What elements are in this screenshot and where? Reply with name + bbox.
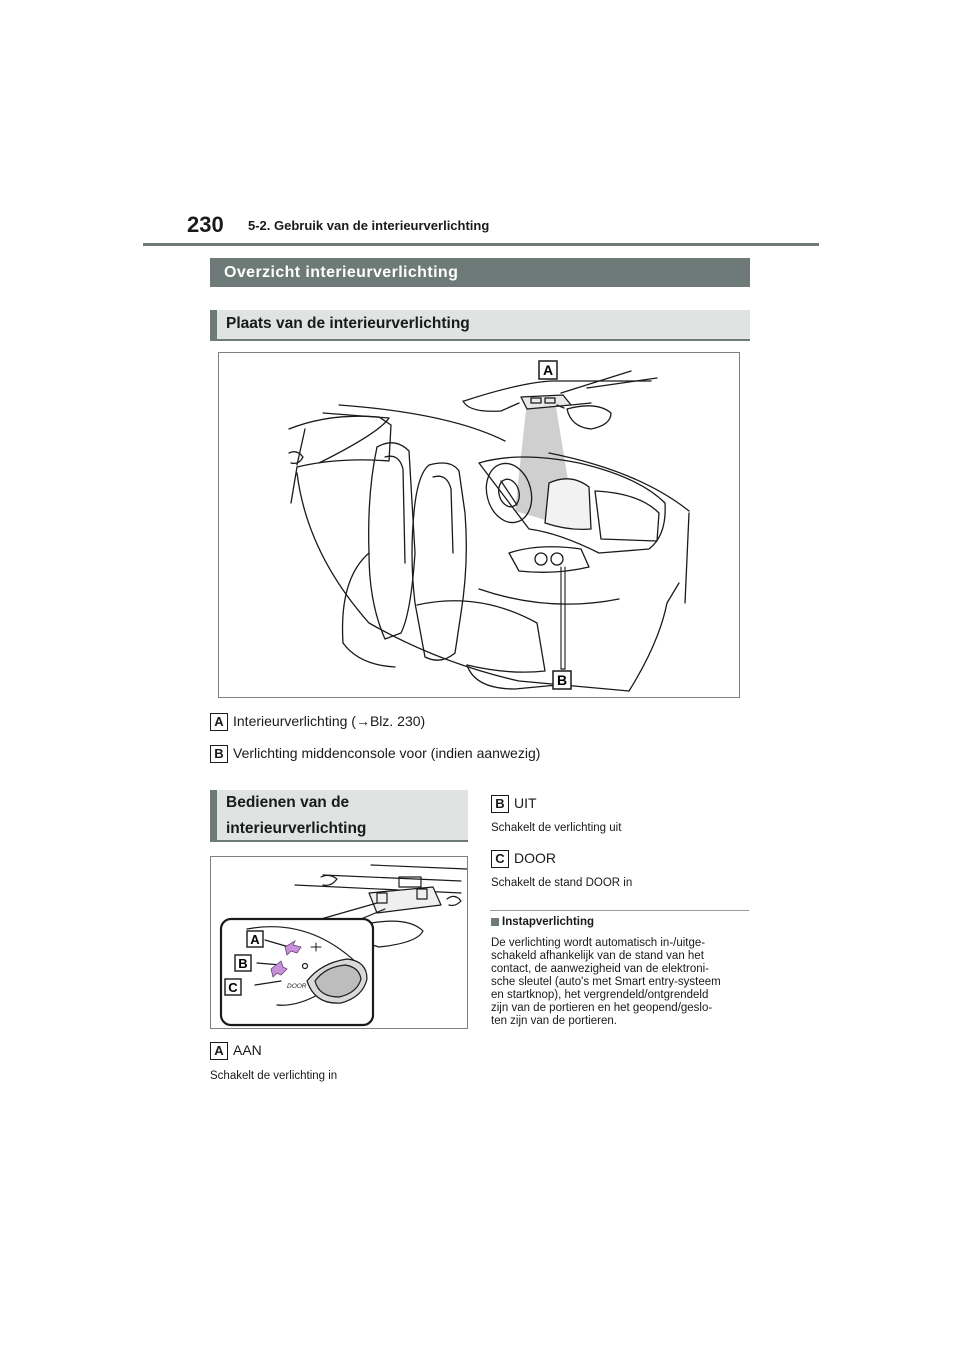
note-line: schakeld afhankelijk van de stand van het xyxy=(491,950,704,962)
switch-operation-figure xyxy=(210,856,468,1029)
note-line: en startknop), het vergrendeld/ontgrendeld xyxy=(491,989,709,1001)
switch-illustration xyxy=(211,857,467,1028)
item-desc-aan: Schakelt de verlichting in xyxy=(210,1070,338,1082)
note-line: De verlichting wordt automatisch in-/uitge- xyxy=(491,937,706,949)
note-paragraph xyxy=(491,937,753,1028)
legend-text-b: Verlichting middenconsole voor (indien aanwezig) xyxy=(233,745,541,761)
legend-text-a: Interieurverlichting (→Blz. 230) xyxy=(233,713,426,729)
legend-tag-b: B xyxy=(210,745,228,763)
item-aan xyxy=(210,1041,262,1060)
car-interior-illustration xyxy=(219,353,739,697)
note-line: sche sleutel (auto's met Smart entry-systeem xyxy=(491,976,721,988)
item-tag-c: C xyxy=(491,850,509,868)
item-label-aan: AAN xyxy=(233,1042,262,1058)
subsection-title-operation xyxy=(210,790,468,842)
item-uit xyxy=(491,794,537,813)
item-tag-b: B xyxy=(491,795,509,813)
section-title: Overzicht interieurverlichting xyxy=(210,258,750,287)
item-desc-uit: Schakelt de verlichting uit xyxy=(491,822,622,834)
note-title-text: Instapverlichting xyxy=(502,916,595,928)
note-title xyxy=(491,916,594,929)
subsection-title-line1: Bedienen van de xyxy=(226,794,350,811)
subsection-title-location: Plaats van de interieurverlichting xyxy=(210,310,750,341)
inset-label-b: B xyxy=(238,956,248,971)
inset-label-c: C xyxy=(228,980,238,995)
figure-label-b: B xyxy=(556,672,568,688)
figure-label-a: A xyxy=(542,362,554,378)
note-line: ten zijn van de portieren. xyxy=(491,1015,617,1027)
interior-overview-figure xyxy=(218,352,740,698)
item-label-uit: UIT xyxy=(514,795,537,811)
door-marking: DOOR xyxy=(287,983,307,990)
page-number: 230 xyxy=(187,212,224,237)
running-head: 5-2. Gebruik van de interieurverlichting xyxy=(248,218,490,233)
item-tag-a: A xyxy=(210,1042,228,1060)
note-separator xyxy=(490,910,749,911)
legend-item-b xyxy=(210,744,540,763)
item-desc-door: Schakelt de stand DOOR in xyxy=(491,877,633,889)
inset-label-a: A xyxy=(250,932,260,947)
note-line: zijn van de portieren en het geopend/geslo- xyxy=(491,1002,713,1014)
legend-item-a xyxy=(210,712,425,731)
header-rule xyxy=(143,243,819,246)
note-line: contact, de aanwezigheid van de elektroni- xyxy=(491,963,710,975)
item-label-door: DOOR xyxy=(514,850,556,866)
square-bullet-icon xyxy=(491,918,499,926)
item-door xyxy=(491,849,556,868)
legend-tag-a: A xyxy=(210,713,228,731)
subsection-title-line2: interieurverlichting xyxy=(226,820,367,837)
